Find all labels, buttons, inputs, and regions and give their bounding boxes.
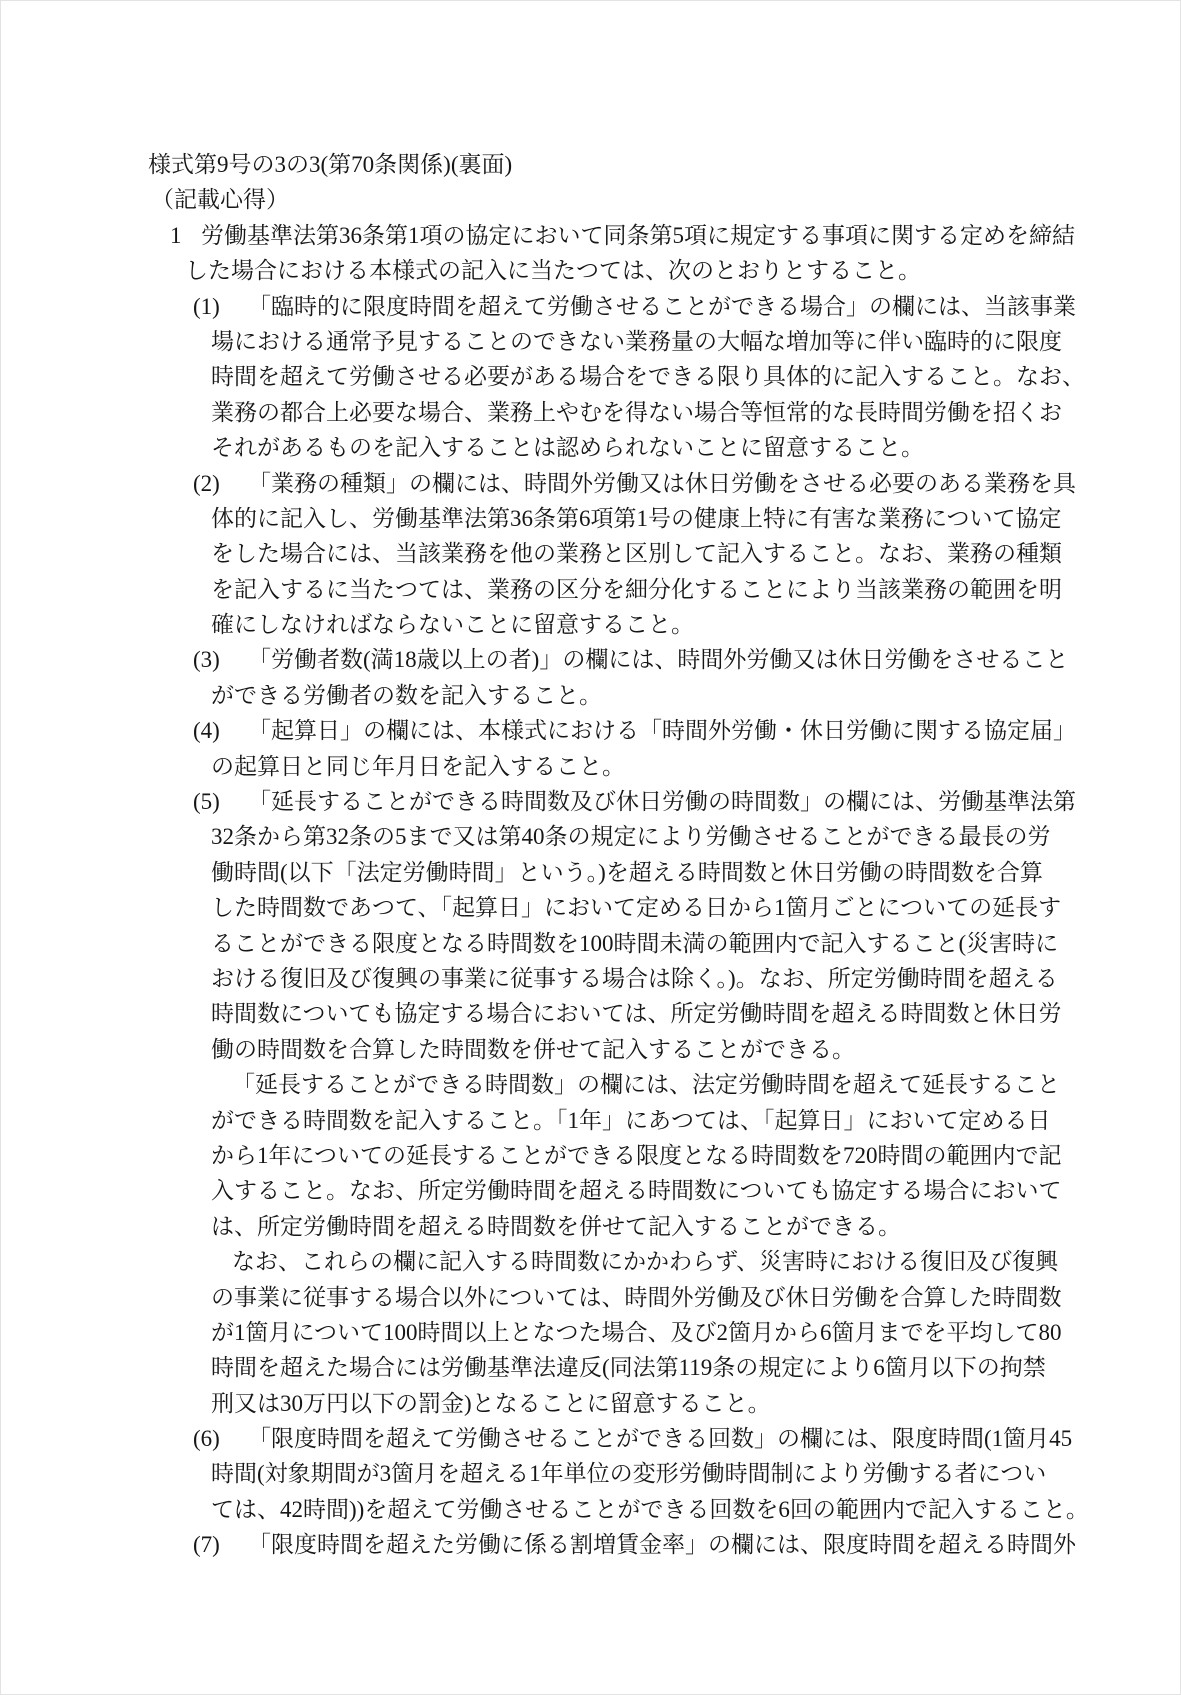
text-line: 時間数についても協定する場合においては、所定労働時間を超える時間数と休日労 (211, 1001, 1062, 1027)
text-line (0, 713, 1181, 748)
text-line: 時間を超えて労働させる必要がある場合をできる限り具体的に記入すること。なお、 (211, 364, 1085, 390)
text-line: 入すること。なお、所定労働時間を超える時間数についても協定する場合において (211, 1178, 1062, 1204)
document-text (0, 147, 1181, 1563)
text-line: の起算日と同じ年月日を記入すること。 (211, 753, 625, 779)
text-line: を記入するに当たつては、業務の区分を細分化することにより当該業務の範囲を明 (211, 576, 1062, 602)
item-number: (4) (193, 718, 220, 744)
text-line: ては、42時間))を超えて労働させることができる回数を6回の範囲内で記入すること。 (211, 1496, 1089, 1522)
line-text: 「労働者数(満18歳以上の者)」の欄には、時間外労働又は休日労働をさせること (248, 647, 1069, 673)
text-line (0, 218, 1181, 253)
text-line: 働時間(以下「法定労働時間」という。)を超える時間数と休日労働の時間数を合算 (211, 859, 1043, 885)
line-text: 労働基準法第36条第1項の協定において同条第5項に規定する事項に関する定めを締結 (201, 222, 1075, 248)
text-line: ができる時間数を記入すること。「1年」にあつては、「起算日」において定める日 (211, 1107, 1051, 1133)
line-text: 「限度時間を超えて労働させることができる回数」の欄には、限度時間(1箇月45 (248, 1426, 1073, 1452)
text-line: の事業に従事する場合以外については、時間外労働及び休日労働を合算した時間数 (211, 1284, 1062, 1310)
item-number: (6) (193, 1426, 220, 1452)
text-line (0, 784, 1181, 819)
text-line: 場における通常予見することのできない業務量の大幅な増加等に伴い臨時的に限度 (211, 328, 1062, 354)
text-line: なお、これらの欄に記入する時間数にかかわらず、災害時における復旧及び復興 (232, 1249, 1059, 1275)
text-line: から1年についての延長することができる限度となる時間数を720時間の範囲内で記 (211, 1142, 1062, 1168)
text-line: 確にしなければならないことに留意すること。 (211, 612, 694, 638)
text-line: した場合における本様式の記入に当たつては、次のとおりとすること。 (185, 258, 921, 284)
text-line: した時間数であつて、「起算日」において定める日から1箇月ごとについての延長す (211, 895, 1062, 921)
item-number: (3) (193, 647, 220, 673)
line-text: 「限度時間を超えた労働に係る割増賃金率」の欄には、限度時間を超える時間外 (248, 1532, 1076, 1558)
text-line: 体的に記入し、労働基準法第36条第6項第1号の健康上特に有害な業務について協定 (211, 505, 1062, 531)
item-number: (2) (193, 470, 220, 496)
text-line (0, 1527, 1181, 1562)
item-number: 1 (170, 222, 182, 248)
text-line: 32条から第32条の5まで又は第40条の規定により労働させることができる最長の労 (211, 824, 1051, 850)
text-line: 「延長することができる時間数」の欄には、法定労働時間を超えて延長すること (232, 1072, 1060, 1098)
text-line: ができる労働者の数を記入すること。 (211, 682, 602, 708)
text-line: ることができる限度となる時間数を100時間未満の範囲内で記入すること(災害時に (211, 930, 1059, 956)
text-line: 時間(対象期間が3箇月を超える1年単位の変形労働時間制により労働する者につい (211, 1461, 1047, 1487)
text-line: 様式第9号の3の3(第70条関係)(裏面) (148, 152, 513, 177)
text-line: 刑又は30万円以下の罰金)となることに留意すること。 (211, 1390, 771, 1416)
text-line: 働の時間数を合算した時間数を併せて記入することができる。 (211, 1036, 855, 1062)
item-number: (1) (193, 293, 220, 319)
line-text: 「起算日」の欄には、本様式における「時間外労働・休日労働に関する協定届」 (248, 718, 1076, 744)
text-line: は、所定労働時間を超える時間数を併せて記入することができる。 (211, 1213, 901, 1239)
text-line: 業務の都合上必要な場合、業務上やむを得ない場合等恒常的な長時間労働を招くお (211, 399, 1062, 425)
text-line (0, 289, 1181, 324)
line-text: 「業務の種類」の欄には、時間外労働又は休日労働をさせる必要のある業務を具 (248, 470, 1076, 496)
line-text: 「延長することができる時間数及び休日労働の時間数」の欄には、労働基準法第 (248, 789, 1076, 815)
line-text: 「臨時的に限度時間を超えて労働させることができる場合」の欄には、当該事業 (248, 293, 1076, 319)
item-number: (5) (193, 789, 220, 815)
text-line: （記載心得） (151, 187, 289, 213)
text-line: おける復旧及び復興の事業に従事する場合は除く。)。なお、所定労働時間を超える (211, 965, 1058, 991)
text-line: それがあるものを記入することは認められないことに留意すること。 (211, 435, 924, 461)
text-line: をした場合には、当該業務を他の業務と区別して記入すること。なお、業務の種類 (211, 541, 1062, 567)
text-line (0, 642, 1181, 677)
text-line: が1箇月について100時間以上となつた場合、及び2箇月から6箇月までを平均して80 (211, 1319, 1062, 1345)
text-line (0, 1421, 1181, 1456)
text-line (0, 466, 1181, 501)
item-number: (7) (193, 1532, 220, 1558)
text-line: 時間を超えた場合には労働基準法違反(同法第119条の規定により6箇月以下の拘禁 (211, 1355, 1046, 1381)
